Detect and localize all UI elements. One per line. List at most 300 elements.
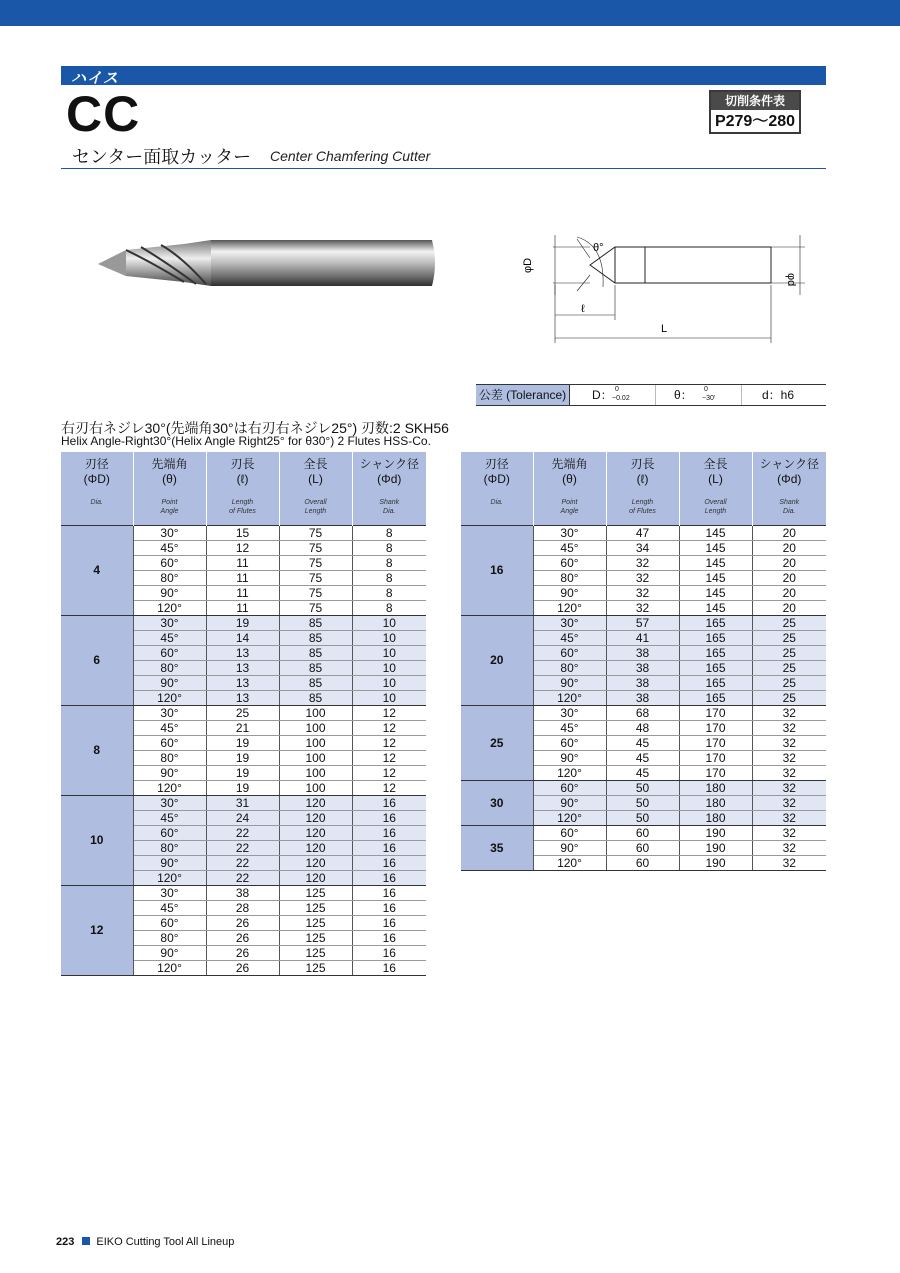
shank-dia-cell: 20 [752, 600, 826, 615]
shank-dia-cell: 10 [352, 645, 426, 660]
column-header-symbol: (ΦD) [83, 472, 110, 486]
shank-dia-cell: 16 [352, 960, 426, 975]
shank-dia-cell: 16 [352, 840, 426, 855]
point-angle-cell: 80° [533, 660, 606, 675]
category-bar [61, 66, 826, 85]
shank-dia-cell: 32 [752, 735, 826, 750]
point-angle-cell: 60° [533, 555, 606, 570]
column-header-ja: 先端角 [151, 457, 188, 471]
diameter-cell: 4 [61, 525, 133, 615]
point-angle-cell: 90° [133, 945, 206, 960]
drawing-phi-D: φD [522, 257, 534, 273]
shank-dia-cell: 32 [752, 825, 826, 840]
shank-dia-cell: 16 [352, 795, 426, 810]
shank-dia-cell: 16 [352, 900, 426, 915]
column-header-en: Point Angle [160, 499, 179, 515]
diameter-cell: 30 [461, 780, 533, 825]
overall-length-cell: 85 [279, 630, 352, 645]
overall-length-cell: 180 [679, 795, 752, 810]
diameter-cell: 20 [461, 615, 533, 705]
column-header-en: Length of Flutes [629, 499, 656, 515]
shank-dia-cell: 25 [752, 645, 826, 660]
column-header [461, 452, 533, 525]
top-band [0, 0, 900, 26]
point-angle-cell: 90° [133, 855, 206, 870]
overall-length-cell: 75 [279, 570, 352, 585]
flute-length-cell: 38 [606, 660, 679, 675]
flute-length-cell: 38 [606, 690, 679, 705]
flute-length-cell: 19 [206, 780, 279, 795]
column-header [606, 452, 679, 525]
column-header-symbol: (ℓ) [236, 472, 249, 486]
overall-length-cell: 120 [279, 810, 352, 825]
footer [56, 1236, 234, 1248]
point-angle-cell: 90° [133, 585, 206, 600]
point-angle-cell: 30° [133, 615, 206, 630]
flute-length-cell: 22 [206, 855, 279, 870]
overall-length-cell: 85 [279, 660, 352, 675]
shank-dia-cell: 10 [352, 630, 426, 645]
product-code: CC [66, 86, 141, 142]
shank-dia-cell: 32 [752, 750, 826, 765]
flute-length-cell: 31 [206, 795, 279, 810]
overall-length-cell: 170 [679, 705, 752, 720]
page-number: 223 [56, 1236, 75, 1248]
shank-dia-cell: 20 [752, 585, 826, 600]
point-angle-cell: 90° [533, 750, 606, 765]
drawing-L: L [661, 323, 668, 335]
flute-length-cell: 45 [606, 765, 679, 780]
column-header [752, 452, 826, 525]
table-row [61, 795, 426, 810]
overall-length-cell: 125 [279, 930, 352, 945]
flute-length-cell: 14 [206, 630, 279, 645]
point-angle-cell: 80° [133, 930, 206, 945]
shank-dia-cell: 32 [752, 840, 826, 855]
overall-length-cell: 125 [279, 885, 352, 900]
flute-length-cell: 48 [606, 720, 679, 735]
point-angle-cell: 120° [533, 855, 606, 870]
tolerance-bar [476, 384, 826, 406]
flute-length-cell: 12 [206, 540, 279, 555]
point-angle-cell: 120° [133, 870, 206, 885]
ref-title: 切削条件表 [711, 92, 799, 110]
point-angle-cell: 80° [133, 750, 206, 765]
shank-shape [211, 240, 435, 286]
flute-length-cell: 38 [606, 645, 679, 660]
shank-dia-cell: 32 [752, 780, 826, 795]
overall-length-cell: 125 [279, 960, 352, 975]
footer-text: EIKO Cutting Tool All Lineup [96, 1236, 235, 1248]
flute-length-cell: 19 [206, 615, 279, 630]
table-row [461, 780, 826, 795]
column-header-en: Shank Dia. [779, 499, 800, 515]
overall-length-cell: 100 [279, 705, 352, 720]
flute-length-cell: 32 [606, 585, 679, 600]
shank-dia-cell: 20 [752, 570, 826, 585]
point-angle-cell: 80° [133, 840, 206, 855]
drawing-phi-d: φd [785, 273, 797, 287]
flute-length-cell: 11 [206, 600, 279, 615]
overall-length-cell: 75 [279, 555, 352, 570]
point-angle-cell: 45° [133, 720, 206, 735]
shank-dia-cell: 10 [352, 660, 426, 675]
shank-dia-cell: 8 [352, 570, 426, 585]
diameter-cell: 6 [61, 615, 133, 705]
cutting-conditions-ref [709, 90, 801, 134]
shank-dia-cell: 10 [352, 675, 426, 690]
shank-dia-cell: 12 [352, 765, 426, 780]
column-header-en: Dia. [90, 499, 103, 506]
flute-length-cell: 15 [206, 525, 279, 540]
point-angle-cell: 90° [533, 840, 606, 855]
flute-length-cell: 38 [606, 675, 679, 690]
page-title-en: Center Chamfering Cutter [270, 148, 431, 164]
shank-dia-cell: 8 [352, 555, 426, 570]
shank-dia-cell: 10 [352, 690, 426, 705]
overall-length-cell: 120 [279, 825, 352, 840]
column-header-en: Overall Length [304, 499, 327, 515]
overall-length-cell: 85 [279, 615, 352, 630]
flute-length-cell: 34 [606, 540, 679, 555]
point-angle-cell: 60° [533, 735, 606, 750]
flute-length-cell: 22 [206, 870, 279, 885]
overall-length-cell: 125 [279, 945, 352, 960]
column-header-symbol: (Φd) [377, 472, 402, 486]
flute-length-cell: 13 [206, 675, 279, 690]
flute-length-cell: 24 [206, 810, 279, 825]
shank-dia-cell: 16 [352, 825, 426, 840]
footer-square-icon [82, 1237, 90, 1245]
tolerance-D: D： 0 −0.02 [570, 385, 656, 405]
flute-length-cell: 32 [606, 555, 679, 570]
point-angle-cell: 120° [533, 600, 606, 615]
shank-dia-cell: 8 [352, 540, 426, 555]
flute-length-cell: 45 [606, 735, 679, 750]
table-row [61, 525, 426, 540]
column-header [279, 452, 352, 525]
column-header-symbol: (Φd) [777, 472, 802, 486]
overall-length-cell: 170 [679, 750, 752, 765]
shank-dia-cell: 16 [352, 885, 426, 900]
overall-length-cell: 75 [279, 585, 352, 600]
flute-length-cell: 60 [606, 840, 679, 855]
column-header-ja: 刃長 [630, 457, 655, 471]
point-angle-cell: 90° [133, 765, 206, 780]
diameter-cell: 10 [61, 795, 133, 885]
point-angle-cell: 60° [133, 555, 206, 570]
point-angle-cell: 120° [533, 810, 606, 825]
overall-length-cell: 170 [679, 720, 752, 735]
shank-dia-cell: 8 [352, 525, 426, 540]
overall-length-cell: 170 [679, 765, 752, 780]
column-header [679, 452, 752, 525]
tolerance-label: 公差 (Tolerance) [476, 385, 570, 405]
overall-length-cell: 165 [679, 645, 752, 660]
point-angle-cell: 30° [133, 795, 206, 810]
overall-length-cell: 85 [279, 645, 352, 660]
overall-length-cell: 180 [679, 810, 752, 825]
flute-length-cell: 19 [206, 735, 279, 750]
spec-table-right [461, 452, 826, 871]
shank-dia-cell: 20 [752, 540, 826, 555]
point-angle-cell: 30° [533, 525, 606, 540]
overall-length-cell: 100 [279, 780, 352, 795]
flute-length-cell: 19 [206, 750, 279, 765]
point-angle-cell: 30° [533, 705, 606, 720]
overall-length-cell: 120 [279, 795, 352, 810]
flute-length-cell: 60 [606, 855, 679, 870]
flute-length-cell: 50 [606, 795, 679, 810]
drawing-ell: ℓ [581, 303, 585, 315]
overall-length-cell: 125 [279, 900, 352, 915]
flute-length-cell: 13 [206, 645, 279, 660]
overall-length-cell: 165 [679, 690, 752, 705]
point-angle-cell: 120° [533, 690, 606, 705]
point-angle-cell: 80° [133, 570, 206, 585]
diameter-cell: 12 [61, 885, 133, 975]
table-row [61, 615, 426, 630]
shank-dia-cell: 32 [752, 810, 826, 825]
flute-length-cell: 22 [206, 840, 279, 855]
column-header-symbol: (θ) [162, 472, 177, 486]
point-angle-cell: 80° [133, 660, 206, 675]
column-header-ja: 全長 [703, 457, 728, 471]
shank-dia-cell: 12 [352, 735, 426, 750]
overall-length-cell: 100 [279, 720, 352, 735]
drawing-theta: θ° [593, 242, 604, 254]
column-header [61, 452, 133, 525]
product-photo [66, 184, 476, 359]
shank-dia-cell: 32 [752, 795, 826, 810]
overall-length-cell: 75 [279, 525, 352, 540]
flute-length-cell: 11 [206, 585, 279, 600]
flute-length-cell: 26 [206, 945, 279, 960]
flute-length-cell: 11 [206, 570, 279, 585]
ref-pages: P279～280 [714, 113, 796, 130]
table-row [461, 525, 826, 540]
shank-dia-cell: 32 [752, 705, 826, 720]
column-header-symbol: (L) [308, 472, 323, 486]
point-angle-cell: 30° [533, 615, 606, 630]
flute-length-cell: 50 [606, 810, 679, 825]
overall-length-cell: 190 [679, 855, 752, 870]
table-row [461, 705, 826, 720]
column-header [352, 452, 426, 525]
shank-dia-cell: 32 [752, 765, 826, 780]
flute-length-cell: 57 [606, 615, 679, 630]
overall-length-cell: 75 [279, 540, 352, 555]
point-angle-cell: 120° [533, 765, 606, 780]
flute-length-cell: 22 [206, 825, 279, 840]
shank-dia-cell: 25 [752, 615, 826, 630]
point-angle-cell: 90° [533, 795, 606, 810]
column-header-en: Dia. [490, 499, 503, 506]
shank-dia-cell: 16 [352, 945, 426, 960]
point-angle-cell: 30° [133, 705, 206, 720]
overall-length-cell: 165 [679, 615, 752, 630]
overall-length-cell: 170 [679, 735, 752, 750]
spec-line-ja: 右刃右ネジレ30°(先端角30°は右刃右ネジレ25°) 刃数:2 SKH56 [61, 420, 449, 436]
overall-length-cell: 85 [279, 690, 352, 705]
shank-dia-cell: 12 [352, 705, 426, 720]
column-header-ja: 刃径 [484, 457, 509, 471]
point-angle-cell: 90° [533, 585, 606, 600]
overall-length-cell: 165 [679, 675, 752, 690]
point-angle-cell: 60° [133, 735, 206, 750]
diameter-cell: 8 [61, 705, 133, 795]
point-angle-cell: 90° [133, 675, 206, 690]
shank-dia-cell: 12 [352, 780, 426, 795]
overall-length-cell: 145 [679, 525, 752, 540]
page-title-ja: センター面取カッター [72, 147, 252, 167]
header-row [61, 452, 426, 525]
shank-dia-cell: 16 [352, 915, 426, 930]
diameter-cell: 16 [461, 525, 533, 615]
overall-length-cell: 165 [679, 660, 752, 675]
flute-length-cell: 13 [206, 690, 279, 705]
column-header-ja: 全長 [303, 457, 328, 471]
point-angle-cell: 120° [133, 780, 206, 795]
flute-length-cell: 50 [606, 780, 679, 795]
table-row [461, 615, 826, 630]
overall-length-cell: 85 [279, 675, 352, 690]
point-angle-cell: 60° [533, 825, 606, 840]
shank-dia-cell: 10 [352, 615, 426, 630]
overall-length-cell: 125 [279, 915, 352, 930]
flute-length-cell: 47 [606, 525, 679, 540]
overall-length-cell: 100 [279, 765, 352, 780]
point-angle-cell: 30° [133, 525, 206, 540]
shank-dia-cell: 20 [752, 555, 826, 570]
tolerance-d: d：h6 [762, 388, 795, 402]
overall-length-cell: 120 [279, 840, 352, 855]
spec-line-en: Helix Angle-Right30°(Helix Angle Right25° for θ30°) 2 Flutes HSS-Co. [61, 434, 431, 448]
header-row [461, 452, 826, 525]
flute-length-cell: 19 [206, 765, 279, 780]
overall-length-cell: 180 [679, 780, 752, 795]
point-angle-cell: 90° [533, 675, 606, 690]
point-angle-cell: 45° [133, 810, 206, 825]
diameter-cell: 35 [461, 825, 533, 870]
flute-length-cell: 21 [206, 720, 279, 735]
shank-dia-cell: 25 [752, 675, 826, 690]
shank-dia-cell: 8 [352, 585, 426, 600]
flute-length-cell: 11 [206, 555, 279, 570]
column-header-en: Overall Length [704, 499, 727, 515]
point-angle-cell: 30° [133, 885, 206, 900]
overall-length-cell: 120 [279, 855, 352, 870]
flute-length-cell: 28 [206, 900, 279, 915]
flute-length-cell: 26 [206, 915, 279, 930]
column-header-ja: 刃径 [84, 457, 109, 471]
shank-dia-cell: 16 [352, 870, 426, 885]
point-angle-cell: 120° [133, 960, 206, 975]
shank-dia-cell: 12 [352, 720, 426, 735]
overall-length-cell: 120 [279, 870, 352, 885]
table-row [61, 705, 426, 720]
overall-length-cell: 145 [679, 555, 752, 570]
overall-length-cell: 190 [679, 825, 752, 840]
column-header-en: Shank Dia. [379, 499, 400, 515]
point-angle-cell: 45° [133, 540, 206, 555]
shank-dia-cell: 32 [752, 720, 826, 735]
flute-length-cell: 13 [206, 660, 279, 675]
column-header-symbol: (ΦD) [483, 472, 510, 486]
flute-length-cell: 32 [606, 570, 679, 585]
overall-length-cell: 100 [279, 750, 352, 765]
shank-dia-cell: 16 [352, 855, 426, 870]
point-angle-cell: 80° [533, 570, 606, 585]
shank-dia-cell: 12 [352, 750, 426, 765]
overall-length-cell: 165 [679, 630, 752, 645]
overall-length-cell: 190 [679, 840, 752, 855]
overall-length-cell: 145 [679, 570, 752, 585]
overall-length-cell: 100 [279, 735, 352, 750]
point-angle-cell: 60° [533, 780, 606, 795]
column-header-en: Point Angle [560, 499, 579, 515]
dimension-drawing [505, 225, 825, 350]
column-header-ja: シャンク径 [359, 457, 420, 471]
point-angle-cell: 60° [133, 915, 206, 930]
flute-length-cell: 38 [206, 885, 279, 900]
point-angle-cell: 60° [133, 825, 206, 840]
flute-length-cell: 68 [606, 705, 679, 720]
category-label: ハイス [71, 70, 119, 87]
point-angle-cell: 45° [133, 900, 206, 915]
point-angle-cell: 60° [533, 645, 606, 660]
spec-table-left [61, 452, 426, 976]
column-header-ja: 先端角 [551, 457, 588, 471]
shank-dia-cell: 32 [752, 855, 826, 870]
flute-length-cell: 60 [606, 825, 679, 840]
column-header-symbol: (ℓ) [636, 472, 649, 486]
overall-length-cell: 145 [679, 585, 752, 600]
title-underline [61, 168, 826, 169]
table-row [461, 825, 826, 840]
overall-length-cell: 145 [679, 540, 752, 555]
column-header [533, 452, 606, 525]
tolerance-theta: θ： 0 −30' [656, 385, 742, 405]
point-angle-cell: 120° [133, 690, 206, 705]
flute-length-cell: 41 [606, 630, 679, 645]
shank-dia-cell: 20 [752, 525, 826, 540]
flute-length-cell: 25 [206, 705, 279, 720]
column-header-symbol: (θ) [562, 472, 577, 486]
shank-dia-cell: 8 [352, 600, 426, 615]
shank-dia-cell: 25 [752, 690, 826, 705]
flute-length-cell: 32 [606, 600, 679, 615]
flute-length-cell: 45 [606, 750, 679, 765]
shank-dia-cell: 25 [752, 630, 826, 645]
column-header-symbol: (L) [708, 472, 723, 486]
point-angle-cell: 45° [533, 630, 606, 645]
column-header [133, 452, 206, 525]
column-header [206, 452, 279, 525]
diameter-cell: 25 [461, 705, 533, 780]
column-header-ja: 刃長 [230, 457, 255, 471]
overall-length-cell: 75 [279, 600, 352, 615]
table-row [61, 885, 426, 900]
point-angle-cell: 45° [133, 630, 206, 645]
shank-dia-cell: 16 [352, 930, 426, 945]
shank-dia-cell: 16 [352, 810, 426, 825]
shank-dia-cell: 25 [752, 660, 826, 675]
flute-length-cell: 26 [206, 930, 279, 945]
point-angle-cell: 45° [533, 540, 606, 555]
column-header-en: Length of Flutes [229, 499, 256, 515]
tip-shape [98, 250, 126, 276]
